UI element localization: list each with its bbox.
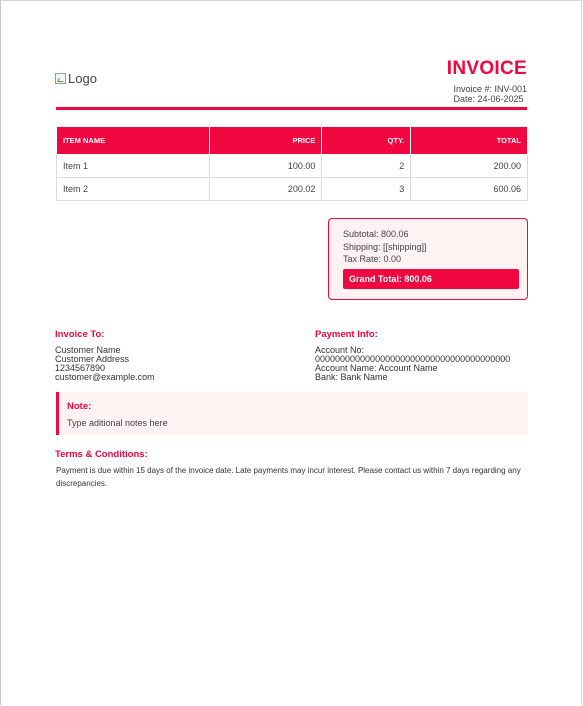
column-header-total: TOTAL — [411, 127, 528, 155]
payment-info-details — [315, 346, 510, 382]
item-price-cell: 200.02 — [209, 178, 322, 201]
customer-address: Customer Address — [55, 354, 130, 364]
tax-rate: Tax Rate: 0.00 — [343, 254, 402, 264]
item-total-cell: 200.00 — [411, 155, 528, 178]
subtotal: Subtotal: 800.06 — [343, 229, 409, 239]
column-header-item-name: ITEM NAME — [57, 127, 210, 155]
terms-text: Payment is due within 15 days of the invoice date. Late payments may incur interest. Please contact us within 7 days regarding any discrepancies. — [56, 466, 521, 488]
account-no-label: Account No: — [315, 345, 365, 355]
header-divider — [56, 107, 527, 110]
broken-image-icon — [55, 73, 66, 84]
bank-name: Bank: Bank Name — [315, 372, 388, 382]
table-row — [57, 178, 528, 201]
column-header-price: PRICE — [209, 127, 322, 155]
item-name-cell: Item 1 — [57, 155, 210, 178]
terms-heading: Terms & Conditions: — [55, 449, 148, 460]
invoice-to-details — [55, 346, 155, 382]
note-heading: Note: — [67, 401, 92, 412]
logo — [55, 71, 97, 86]
invoice-number: Invoice #: INV-001 — [453, 84, 527, 94]
invoice-meta — [453, 84, 527, 104]
logo-alt-text: Logo — [68, 71, 97, 86]
invoice-to-heading: Invoice To: — [55, 329, 105, 340]
payment-info-heading: Payment Info: — [315, 329, 378, 340]
items-table — [56, 126, 528, 201]
item-qty-cell: 2 — [322, 155, 411, 178]
invoice-title: INVOICE — [446, 58, 527, 79]
summary-box — [328, 218, 528, 300]
account-no: 000000000000000000000000000000000000000 — [315, 354, 511, 364]
customer-email: customer@example.com — [55, 372, 155, 382]
items-table-header — [57, 127, 528, 155]
customer-phone: 1234567890 — [55, 363, 106, 373]
column-header-qty: QTY. — [322, 127, 411, 155]
item-price-cell: 100.00 — [209, 155, 322, 178]
note-box — [56, 392, 528, 435]
invoice-date: Date: 24-06-2025 — [453, 94, 524, 104]
table-row — [57, 155, 528, 178]
item-qty-cell: 3 — [322, 178, 411, 201]
item-total-cell: 600.06 — [411, 178, 528, 201]
customer-name: Customer Name — [55, 345, 121, 355]
item-name-cell: Item 2 — [57, 178, 210, 201]
note-text: Type aditional notes here — [67, 418, 168, 428]
shipping: Shipping: [[shipping]] — [343, 241, 427, 252]
grand-total: Grand Total: 800.06 — [343, 269, 519, 289]
account-name: Account Name: Account Name — [315, 363, 438, 373]
